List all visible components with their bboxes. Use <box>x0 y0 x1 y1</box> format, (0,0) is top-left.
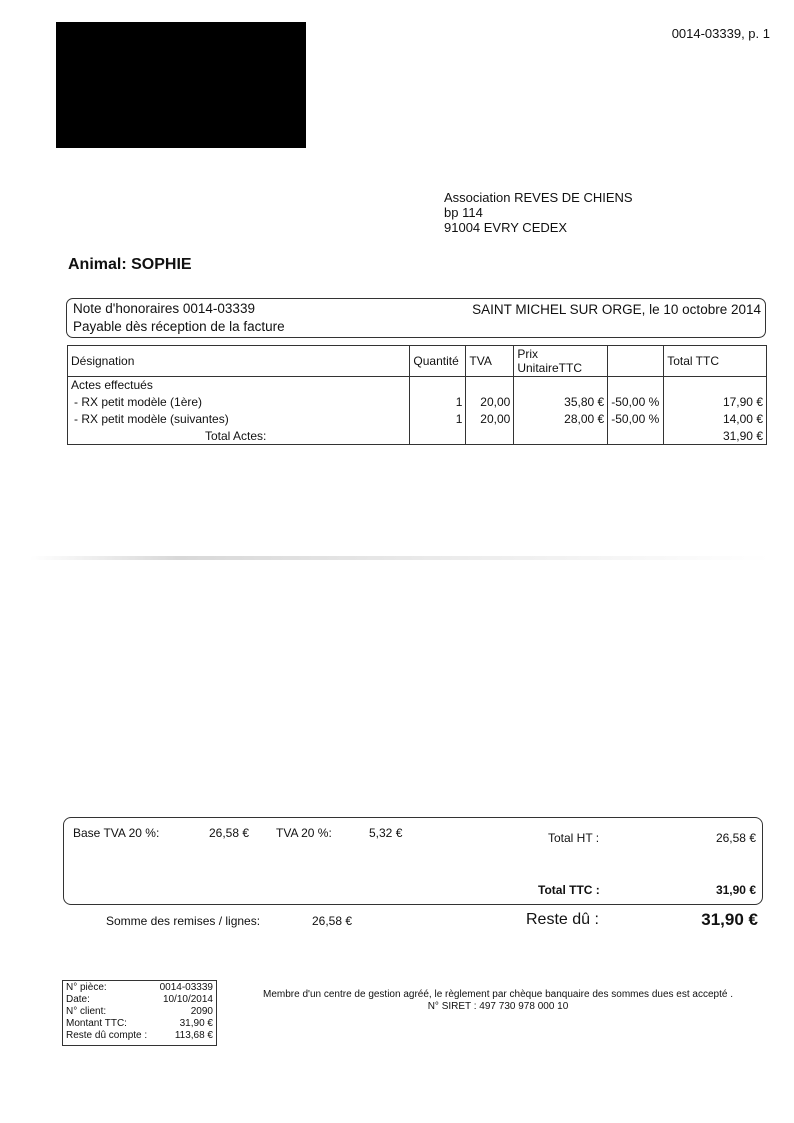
table-row <box>68 411 767 428</box>
col-remise <box>608 346 664 377</box>
section-label: Actes effectués <box>68 377 410 394</box>
row-total: 17,90 € <box>664 394 767 411</box>
col-designation: Désignation <box>68 346 410 377</box>
date-row <box>66 994 213 1006</box>
place-and-date: SAINT MICHEL SUR ORGE, le 10 octobre 2014 <box>472 302 761 317</box>
tva-value: 5,32 € <box>369 826 403 840</box>
account-summary-box <box>62 980 217 1046</box>
client-row <box>66 1006 213 1018</box>
piece-label: N° pièce: <box>66 982 107 993</box>
redacted-logo-block <box>56 22 306 148</box>
row-remise: -50,00 % <box>608 394 664 411</box>
payment-terms: Payable dès réception de la facture <box>73 319 285 334</box>
row-tva: 20,00 <box>466 411 514 428</box>
client-label: N° client: <box>66 1006 107 1017</box>
piece-row <box>66 982 213 994</box>
recipient-name: Association REVES DE CHIENS <box>444 190 633 205</box>
reste-du-label: Reste dû : <box>526 911 599 928</box>
client-value: 2090 <box>190 1006 213 1017</box>
total-actes-row <box>68 428 767 445</box>
total-ht-label: Total HT : <box>548 831 600 845</box>
paper-fold-line <box>30 556 770 560</box>
remises-label: Somme des remises / lignes: <box>106 914 261 928</box>
invoice-title: Note d'honoraires 0014-03339 <box>73 301 255 316</box>
table-row <box>68 394 767 411</box>
date-label: Date: <box>66 994 90 1005</box>
recipient-address <box>444 190 633 235</box>
siret-line: N° SIRET : 497 730 978 000 10 <box>427 1001 569 1012</box>
total-actes-value: 31,90 € <box>664 428 767 445</box>
reste-compte-label: Reste dû compte : <box>66 1030 148 1041</box>
totals-box <box>63 817 763 905</box>
animal-name: Animal: SOPHIE <box>68 256 192 273</box>
row-remise: -50,00 % <box>608 411 664 428</box>
row-total: 14,00 € <box>664 411 767 428</box>
montant-label: Montant TTC: <box>66 1018 127 1029</box>
acts-table <box>67 345 767 445</box>
recipient-po-box: bp 114 <box>444 205 483 220</box>
col-tva: TVA <box>466 346 514 377</box>
remises-value: 26,58 € <box>312 914 353 928</box>
row-designation: - RX petit modèle (1ère) <box>68 394 410 411</box>
piece-value: 0014-03339 <box>159 982 213 993</box>
row-tva: 20,00 <box>466 394 514 411</box>
legal-notice <box>228 989 768 1013</box>
col-prix-unitaire: Prix UnitaireTTC <box>514 346 608 377</box>
reste-compte-row <box>66 1030 213 1042</box>
recipient-city: 91004 EVRY CEDEX <box>444 220 568 235</box>
page-reference: 0014-03339, p. 1 <box>671 26 770 41</box>
col-total-ttc: Total TTC <box>664 346 767 377</box>
total-ht-value: 26,58 € <box>715 831 756 845</box>
montant-value: 31,90 € <box>179 1018 213 1029</box>
invoice-header-box <box>66 298 766 338</box>
row-designation: - RX petit modèle (suivantes) <box>68 411 410 428</box>
legal-line-1: Membre d'un centre de gestion agréé, le règlement par chèque banquaire des sommes dues est accepté . <box>263 989 733 1000</box>
date-value: 10/10/2014 <box>162 994 213 1005</box>
row-prix: 28,00 € <box>514 411 608 428</box>
row-quantite: 1 <box>410 394 466 411</box>
col-quantite: Quantité <box>410 346 466 377</box>
reste-compte-value: 113,68 € <box>174 1030 213 1041</box>
total-actes-label: Total Actes: <box>68 428 410 445</box>
total-ttc-label: Total TTC : <box>538 883 600 897</box>
tva-label: TVA 20 %: <box>276 826 332 840</box>
base-tva-value: 26,58 € <box>209 826 250 840</box>
row-prix: 35,80 € <box>514 394 608 411</box>
section-row <box>68 377 767 394</box>
montant-row <box>66 1018 213 1030</box>
table-header-row <box>68 346 767 377</box>
row-quantite: 1 <box>410 411 466 428</box>
reste-du-value: 31,90 € <box>701 910 758 929</box>
total-ttc-value: 31,90 € <box>715 883 756 897</box>
base-tva-label: Base TVA 20 %: <box>73 826 160 840</box>
